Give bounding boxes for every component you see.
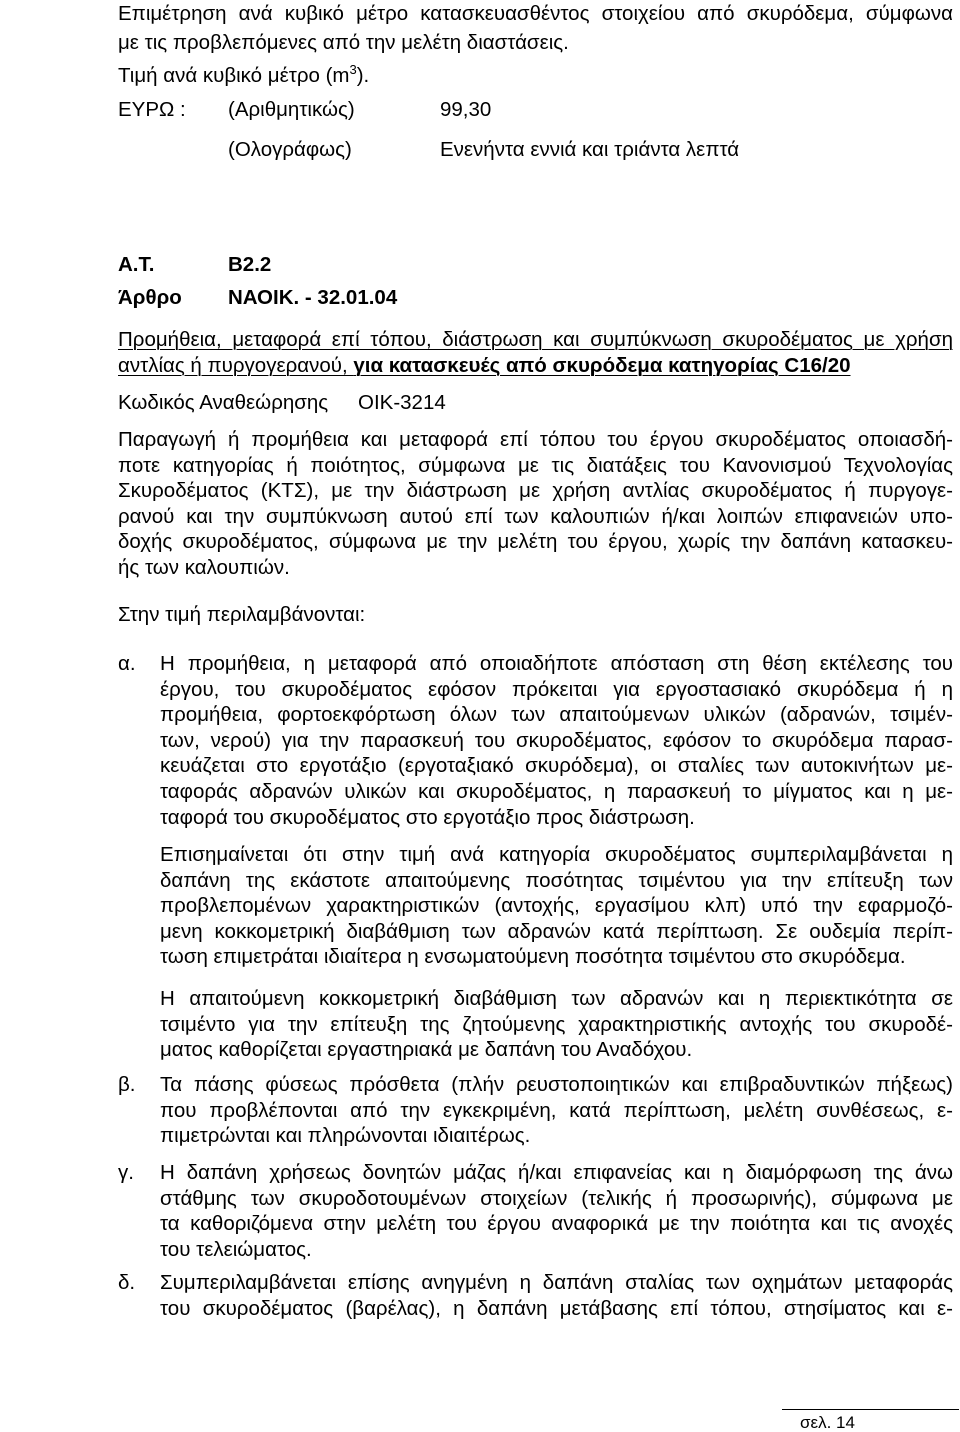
list-line: Τα πάσης φύσεως πρόσθετα (πλήν ρευστοποιητικών και επιβραδυντικών πήξεως) — [160, 1073, 953, 1096]
description-line: Σκυροδέματος (ΚΤΣ), με την διάστρωση με χρήση αντλίας σκυροδέματος ή πυργογε- — [118, 479, 953, 503]
list-line: του σκυροδέματος (βαρέλας), η δαπάνη μετάβασης επί τόπου, στησίματος και ε- — [160, 1296, 953, 1320]
list-paragraph — [160, 651, 953, 830]
words-label: (Ολογράφως) — [228, 138, 352, 161]
list-line: στάθμης των σκυροδοτουμένων στοιχείων (τελικής ή προσωρινής), σύμφωνα με — [160, 1186, 953, 1210]
description-line: ποτε κατηγορίας ή ποιότητος, σύμφωνα με τις διατάξεις του Κανονισμού Τεχνολογίας — [118, 453, 953, 477]
unit-label-end: ). — [356, 64, 370, 87]
list-line: κευάζεται στο εργοτάξιο (εργοταξιακό σκυρόδεμα), οι σταλίες των αυτοκινήτων με- — [160, 754, 953, 778]
list-line: προβλεπομένων χαρακτηριστικών (αντοχής, εργασίμου κλπ) υπό την εφαρμοζό- — [160, 894, 953, 918]
item-title-line: Προμήθεια, μεταφορά επί τόπου, διάστρωση και συμπύκνωση σκυροδέματος με χρήση — [118, 328, 953, 351]
article-code: ΝΑΟΙΚ. - 32.01.04 — [228, 286, 398, 309]
list-line: τωση επιμετράται ιδιαίτερα η ενσωματούμενη ποσότητα τσιμέντου στο σκυρόδεμα. — [160, 945, 906, 969]
list-line: των, νερού) για την παρασκευή του σκυροδέματος, εφόσον το σκυρόδεμα παρασ- — [160, 728, 953, 752]
list-paragraph — [160, 1270, 953, 1321]
item-title-bold: για κατασκευές από σκυρόδεμα κατηγορίας C16/20 — [353, 353, 851, 377]
list-line: ματος καθορίζεται εργαστηριακά με δαπάνη του Αναδόχου. — [160, 1038, 693, 1062]
list-line: του τελειώματος. — [160, 1237, 312, 1261]
item-title-plain: αντλίας ή πυργογερανού, — [118, 353, 354, 377]
revision-code: ΟΙΚ-3214 — [358, 391, 446, 414]
list-line: πιμετρώνται και πληρώνονται ιδιαιτέρως. — [160, 1124, 531, 1148]
currency-label: ΕΥΡΩ : — [118, 98, 186, 121]
list-paragraph — [160, 1072, 953, 1149]
list-line: τσιμέντο για την επίτευξη της ζητούμενης χαρακτηριστικής αντοχής του σκυροδέ- — [160, 1012, 953, 1036]
list-line: δαπάνη της εκάστοτε απαιτούμενης ποσότητας τσιμέντου για την επίτευξη των — [160, 868, 953, 892]
list-line: Η προμήθεια, η μεταφορά από οποιαδήποτε απόσταση στη θέση εκτέλεσης του — [160, 652, 953, 675]
description-line: ής των καλουπιών. — [118, 555, 290, 579]
at-label: Α.Τ. — [118, 253, 155, 276]
list-line: ταφοράς αδρανών υλικών και σκυροδέματος, η παρασκευή το μίγματος και η με- — [160, 779, 953, 803]
description — [118, 427, 953, 581]
description-line: Παραγωγή ή προμήθεια και μεταφορά επί τόπου του έργου σκυροδέματος οποιασδή- — [118, 428, 953, 451]
list-marker: δ. — [118, 1271, 136, 1294]
list-line: μενη κοκκομετρική διαβάθμιση των αδρανών κατά περίπτωση. Σε ουδεμία περίπ- — [160, 919, 953, 943]
list-paragraph — [160, 1160, 953, 1262]
list-line: τα καθοριζόμενα στην μελέτη του έργου αναφορικά με την ποιότητα και τις ανοχές — [160, 1212, 953, 1236]
list-line: Συμπεριλαμβάνεται επίσης ανηγμένη η δαπάνη σταλίας των οχημάτων μεταφοράς — [160, 1271, 953, 1294]
list-marker: γ. — [118, 1161, 134, 1184]
list-line: Επισημαίνεται ότι στην τιμή ανά κατηγορία σκυροδέματος συμπεριλαμβάνεται η — [160, 843, 953, 866]
description-line: ρανού και την συμπύκνωση αυτού επί των καλουπιών ή/και λοιπών επιφανειών υπο- — [118, 504, 953, 528]
list-line: ταφορά του σκυροδέματος στο εργοτάξιο προς διάστρωση. — [160, 805, 695, 829]
list-line: που προβλέπονται από την εγκεκριμένη, κατά περίπτωση, μελέτη συνθέσεως, ε- — [160, 1098, 953, 1122]
unit-exponent: 3 — [349, 62, 357, 77]
item-title-line — [118, 353, 953, 379]
description-line: δοχής σκυροδέματος, σύμφωνα με την μελέτη του έργου, χωρίς την δαπάνη κατασκευ- — [118, 530, 953, 554]
footer-rule — [782, 1409, 959, 1410]
measurement-line: με τις προβλεπόμενες από την μελέτη διαστάσεις. — [118, 31, 569, 54]
numeric-label: (Αριθμητικώς) — [228, 98, 355, 121]
price-words-value: Ενενήντα εννιά και τριάντα λεπτά — [440, 138, 740, 161]
list-marker: β. — [118, 1073, 136, 1096]
unit-label: Τιμή ανά κυβικό μέτρο (m — [118, 64, 350, 87]
list-line: Η απαιτούμενη κοκκομετρική διαβάθμιση των αδρανών και η περιεκτικότητα σε — [160, 987, 953, 1010]
measurement-line: Επιμέτρηση ανά κυβικό μέτρο κατασκευασθέντος στοιχείου από σκυρόδεμα, σύμφωνα — [118, 2, 953, 25]
list-paragraph — [160, 986, 953, 1063]
list-marker: α. — [118, 652, 136, 675]
at-code: Β2.2 — [228, 253, 272, 276]
list-line: έργου, του σκυροδέματος εφόσον πρόκειται για εργοστασιακό σκυρόδεμα ή η — [160, 677, 953, 701]
includes-heading: Στην τιμή περιλαμβάνονται: — [118, 603, 366, 626]
list-paragraph — [160, 842, 953, 970]
unit-price-basis — [118, 63, 369, 89]
list-line: Η δαπάνη χρήσεως δονητών μάζας ή/και επιφανείας και η διαμόρφωση της άνω — [160, 1161, 953, 1184]
list-line: προμήθεια, φορτοεκφόρτωση όλων των απαιτούμενων υλικών (αδρανών, τσιμέν- — [160, 703, 953, 727]
article-label: Άρθρο — [118, 286, 182, 309]
item-title — [118, 327, 953, 378]
page-number: σελ. 14 — [800, 1413, 855, 1432]
revision-label: Κωδικός Αναθεώρησης — [118, 391, 329, 414]
price-numeric-value: 99,30 — [440, 98, 492, 121]
